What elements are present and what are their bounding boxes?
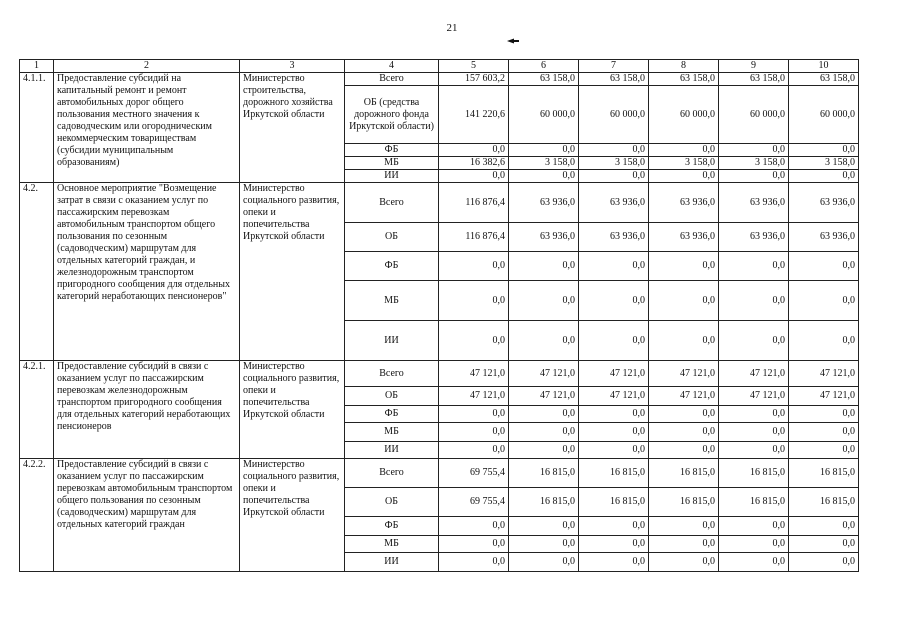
amount-cell: 0,0 [719,170,789,183]
section-description: Основное мероприятие "Возмещение затрат в связи с оказанием услуг по пассажирским перевозкам автомобильным транспортом общего пользования по сезонным (садоводческим) маршрутам для отдельных категорий граждан, и железнодорожным транспортом пригородного сообщения для отдельных категорий неработающих пенсионеров" [54,183,240,361]
table-row [20,361,859,387]
amount-cell: 116 876,4 [439,223,509,252]
section-description: Предоставление субсидий на капитальный ремонт и ремонт автомобильных дорог общего пользования местного значения к садоводческим или огородническим некоммерческим товариществам (субсидии муниципальным образованиям) [54,73,240,183]
amount-cell: 3 158,0 [719,157,789,170]
budget-table [19,59,859,572]
amount-cell: 0,0 [789,536,859,553]
table-body [20,60,859,572]
amount-cell: 3 158,0 [579,157,649,170]
amount-cell: 0,0 [439,553,509,572]
page-number: 21 [446,22,458,34]
amount-cell: 0,0 [509,553,579,572]
amount-cell: 0,0 [789,252,859,281]
amount-cell: 47 121,0 [579,361,649,387]
amount-cell: 60 000,0 [509,86,579,144]
amount-cell: 0,0 [719,406,789,423]
amount-cell: 0,0 [649,536,719,553]
amount-cell: 0,0 [509,170,579,183]
amount-cell: 47 121,0 [789,361,859,387]
amount-cell: 16 815,0 [509,488,579,517]
amount-cell: 3 158,0 [649,157,719,170]
amount-cell: 63 936,0 [649,183,719,223]
amount-cell: 0,0 [789,144,859,157]
funding-source: МБ [345,536,439,553]
amount-cell: 0,0 [579,423,649,442]
amount-cell: 63 936,0 [719,223,789,252]
amount-cell: 16 815,0 [509,459,579,488]
amount-cell: 69 755,4 [439,488,509,517]
funding-source: Всего [345,73,439,86]
funding-source: Всего [345,459,439,488]
table-row [20,459,859,488]
amount-cell: 0,0 [719,536,789,553]
amount-cell: 0,0 [579,281,649,321]
amount-cell: 16 815,0 [649,488,719,517]
amount-cell: 63 158,0 [509,73,579,86]
amount-cell: 16 815,0 [579,488,649,517]
table-row [20,73,859,86]
amount-cell: 0,0 [719,144,789,157]
amount-cell: 16 382,6 [439,157,509,170]
amount-cell: 0,0 [579,536,649,553]
amount-cell: 0,0 [719,517,789,536]
amount-cell: 0,0 [649,406,719,423]
amount-cell: 0,0 [719,281,789,321]
amount-cell: 63 158,0 [579,73,649,86]
col-header: 10 [789,60,859,73]
amount-cell: 0,0 [439,252,509,281]
amount-cell: 0,0 [579,517,649,536]
funding-source: ОБ [345,387,439,406]
amount-cell: 0,0 [649,281,719,321]
table-row [20,183,859,223]
funding-source: МБ [345,281,439,321]
amount-cell: 0,0 [789,517,859,536]
amount-cell: 0,0 [719,553,789,572]
col-header: 1 [20,60,54,73]
amount-cell: 0,0 [719,252,789,281]
amount-cell: 16 815,0 [789,488,859,517]
section-code: 4.2.1. [20,361,54,459]
section-description: Предоставление субсидий в связи с оказанием услуг по пассажирским перевозкам автомобильным транспортом общего пользования по сезонным (садоводческим) маршрутам для отдельных категорий граждан [54,459,240,572]
amount-cell: 0,0 [789,321,859,361]
amount-cell: 16 815,0 [719,459,789,488]
amount-cell: 47 121,0 [789,387,859,406]
amount-cell: 63 158,0 [719,73,789,86]
amount-cell: 0,0 [579,252,649,281]
amount-cell: 0,0 [439,144,509,157]
amount-cell: 0,0 [789,442,859,459]
amount-cell: 0,0 [649,517,719,536]
amount-cell: 0,0 [579,144,649,157]
funding-source: ФБ [345,517,439,536]
section-executor: Министерство строительства, дорожного хозяйства Иркутской области [240,73,345,183]
amount-cell: 47 121,0 [439,361,509,387]
col-header: 6 [509,60,579,73]
amount-cell: 69 755,4 [439,459,509,488]
col-header: 5 [439,60,509,73]
amount-cell: 47 121,0 [439,387,509,406]
amount-cell: 0,0 [509,517,579,536]
amount-cell: 16 815,0 [719,488,789,517]
amount-cell: 0,0 [719,442,789,459]
col-header: 7 [579,60,649,73]
amount-cell: 0,0 [509,442,579,459]
amount-cell: 0,0 [509,406,579,423]
section-code: 4.1.1. [20,73,54,183]
amount-cell: 0,0 [649,423,719,442]
amount-cell: 3 158,0 [509,157,579,170]
amount-cell: 0,0 [649,144,719,157]
amount-cell: 0,0 [439,536,509,553]
col-header: 8 [649,60,719,73]
section-description: Предоставление субсидий в связи с оказанием услуг по пассажирским перевозкам железнодорожным транспортом пригородного сообщения для отдельных категорий неработающих пенсионеров [54,361,240,459]
amount-cell: 16 815,0 [789,459,859,488]
amount-cell: 0,0 [439,423,509,442]
amount-cell: 0,0 [579,406,649,423]
funding-source: МБ [345,423,439,442]
funding-source: ИИ [345,553,439,572]
amount-cell: 47 121,0 [719,361,789,387]
amount-cell: 0,0 [509,252,579,281]
amount-cell: 0,0 [579,442,649,459]
amount-cell: 63 936,0 [579,223,649,252]
amount-cell: 60 000,0 [789,86,859,144]
amount-cell: 0,0 [579,321,649,361]
amount-cell: 0,0 [439,281,509,321]
funding-source: ФБ [345,252,439,281]
section-code: 4.2.2. [20,459,54,572]
amount-cell: 0,0 [509,281,579,321]
col-header: 9 [719,60,789,73]
amount-cell: 0,0 [439,517,509,536]
amount-cell: 0,0 [439,321,509,361]
amount-cell: 116 876,4 [439,183,509,223]
amount-cell: 0,0 [439,170,509,183]
funding-source: ОБ (средства дорожного фонда Иркутской области) [345,86,439,144]
amount-cell: 60 000,0 [579,86,649,144]
amount-cell: 47 121,0 [649,361,719,387]
amount-cell: 3 158,0 [789,157,859,170]
funding-source: ФБ [345,144,439,157]
amount-cell: 0,0 [579,170,649,183]
arrow-mark-icon [507,37,519,45]
amount-cell: 0,0 [439,406,509,423]
amount-cell: 47 121,0 [579,387,649,406]
amount-cell: 63 936,0 [649,223,719,252]
amount-cell: 0,0 [439,442,509,459]
amount-cell: 0,0 [509,536,579,553]
funding-source: ОБ [345,223,439,252]
amount-cell: 60 000,0 [649,86,719,144]
section-code: 4.2. [20,183,54,361]
funding-source: Всего [345,183,439,223]
amount-cell: 0,0 [789,406,859,423]
section-executor: Министерство социального развития, опеки и попечительства Иркутской области [240,361,345,459]
amount-cell: 63 158,0 [789,73,859,86]
amount-cell: 141 220,6 [439,86,509,144]
funding-source: МБ [345,157,439,170]
amount-cell: 0,0 [649,553,719,572]
amount-cell: 0,0 [789,170,859,183]
amount-cell: 0,0 [719,423,789,442]
amount-cell: 63 936,0 [719,183,789,223]
amount-cell: 63 936,0 [579,183,649,223]
amount-cell: 47 121,0 [509,387,579,406]
amount-cell: 0,0 [649,321,719,361]
amount-cell: 63 936,0 [509,223,579,252]
amount-cell: 0,0 [789,553,859,572]
section-executor: Министерство социального развития, опеки и попечительства Иркутской области [240,459,345,572]
funding-source: ИИ [345,442,439,459]
header-row [20,60,859,73]
section-executor: Министерство социального развития, опеки и попечительства Иркутской области [240,183,345,361]
funding-source: ИИ [345,321,439,361]
funding-source: Всего [345,361,439,387]
amount-cell: 0,0 [789,281,859,321]
amount-cell: 16 815,0 [579,459,649,488]
amount-cell: 0,0 [649,442,719,459]
amount-cell: 47 121,0 [509,361,579,387]
amount-cell: 157 603,2 [439,73,509,86]
amount-cell: 0,0 [649,252,719,281]
amount-cell: 47 121,0 [719,387,789,406]
funding-source: ИИ [345,170,439,183]
col-header: 3 [240,60,345,73]
funding-source: ФБ [345,406,439,423]
amount-cell: 0,0 [509,321,579,361]
amount-cell: 63 158,0 [649,73,719,86]
col-header: 2 [54,60,240,73]
amount-cell: 0,0 [789,423,859,442]
col-header: 4 [345,60,439,73]
amount-cell: 63 936,0 [789,183,859,223]
amount-cell: 0,0 [649,170,719,183]
amount-cell: 47 121,0 [649,387,719,406]
amount-cell: 0,0 [509,423,579,442]
amount-cell: 16 815,0 [649,459,719,488]
amount-cell: 63 936,0 [509,183,579,223]
amount-cell: 0,0 [509,144,579,157]
amount-cell: 0,0 [719,321,789,361]
amount-cell: 60 000,0 [719,86,789,144]
amount-cell: 0,0 [579,553,649,572]
funding-source: ОБ [345,488,439,517]
amount-cell: 63 936,0 [789,223,859,252]
